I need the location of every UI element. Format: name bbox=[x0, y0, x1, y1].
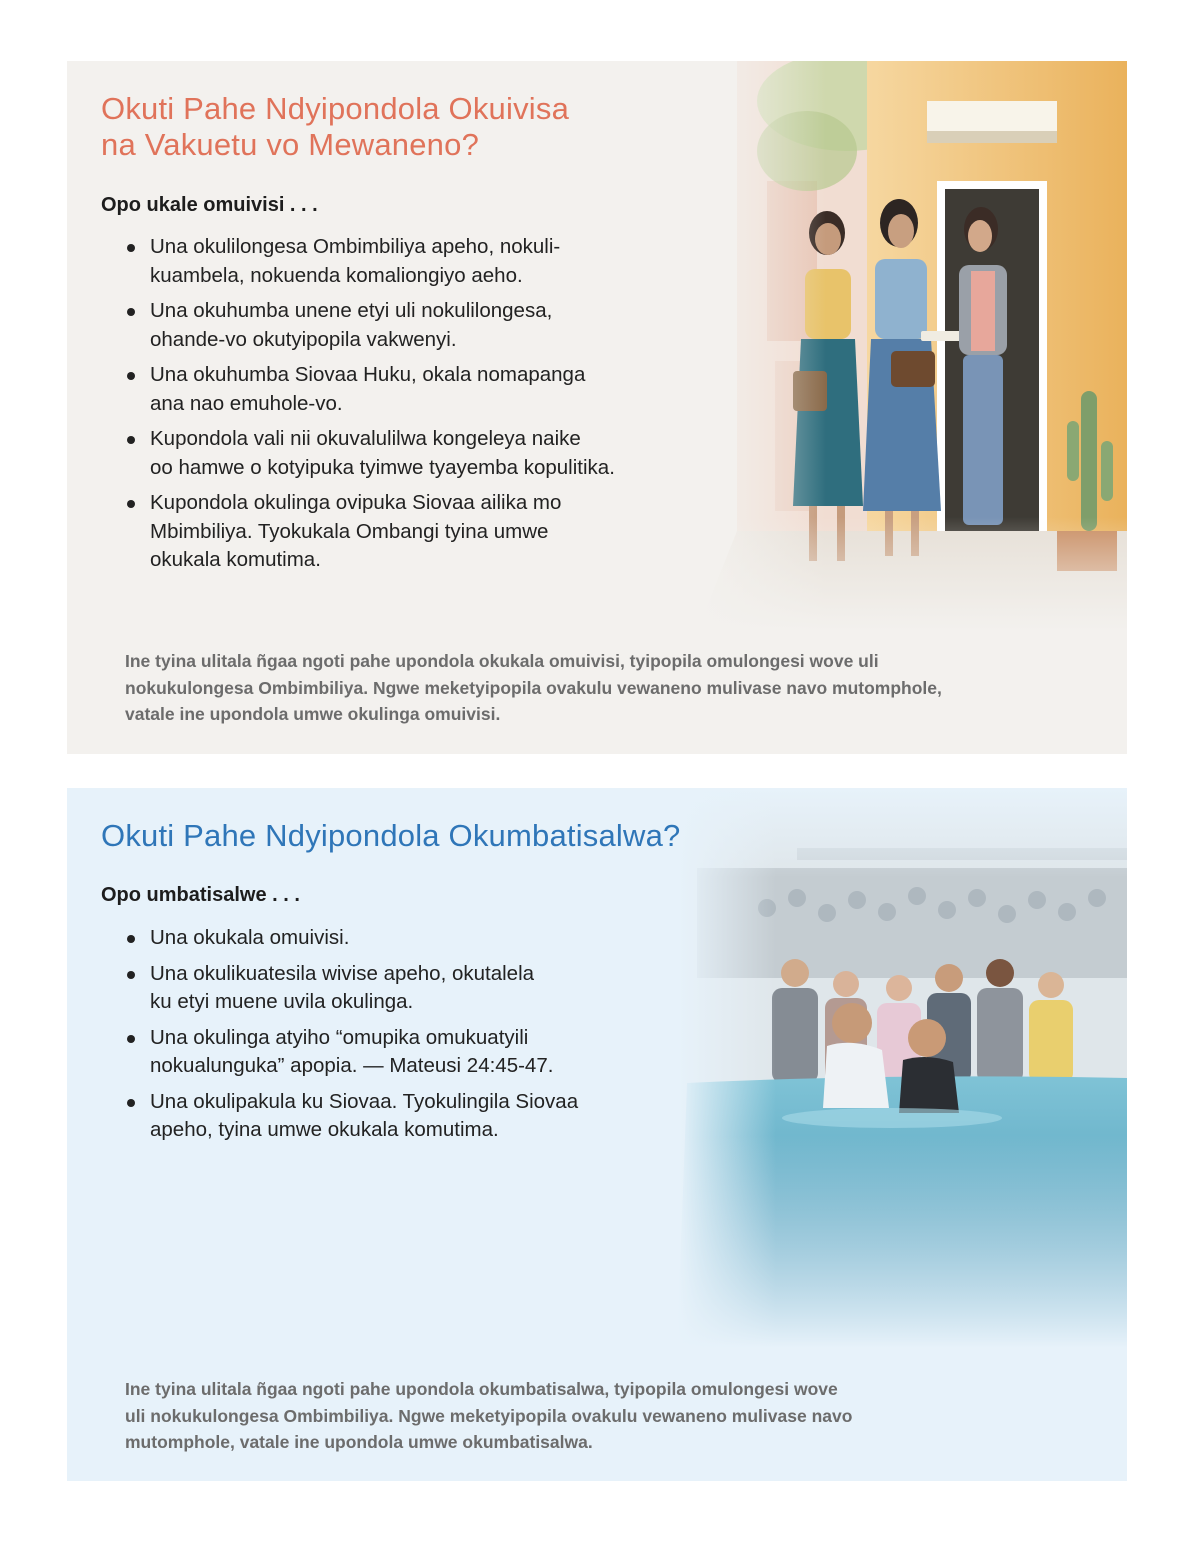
list-item-line: Kupondola okulinga ovipuka Siovaa ailika mo bbox=[150, 491, 562, 514]
note-line: uli nokukulongesa Ombimbiliya. Ngwe meketyipopila ovakulu vewaneno mulivase navo bbox=[125, 1405, 853, 1426]
list-item-line: Una okuhumba Siovaa Huku, okala nomapanga bbox=[150, 363, 586, 386]
list-item-line: Una okulipakula ku Siovaa. Tyokulingila Siovaa bbox=[150, 1089, 579, 1113]
list-item bbox=[125, 297, 685, 354]
list-item-line: Kupondola vali nii okuvalulilwa kongeleya naike bbox=[150, 427, 581, 450]
list-item-line: Una okulikuatesila wivise apeho, okutalela bbox=[150, 961, 535, 985]
title-line: na Vakuetu vo Mewaneno? bbox=[101, 127, 480, 162]
list-item-line: okukala komutima. bbox=[150, 548, 321, 571]
list-item bbox=[125, 425, 685, 482]
note-line: Ine tyina ulitala ñgaa ngoti pahe upondola okukala omuivisi, tyipopila omulongesi wove uli bbox=[125, 651, 879, 671]
list-item-line: kuambela, nokuenda komaliongiyo aeho. bbox=[150, 263, 523, 287]
note-line: mutomphole, vatale ine upondola umwe okumbatisalwa. bbox=[125, 1432, 593, 1452]
section-lead: Opo ukale omuivisi . . . bbox=[101, 194, 318, 216]
section-become-publisher bbox=[67, 61, 1127, 754]
note-line: nokukulongesa Ombimbiliya. Ngwe meketyipopila ovakulu vewaneno mulivase navo mutomphole, bbox=[125, 677, 942, 698]
title-line: Okuti Pahe Ndyipondola Okumbatisalwa? bbox=[101, 818, 681, 853]
list-item-line: ohande-vo okutyipopila vakwenyi. bbox=[150, 327, 457, 351]
section-content bbox=[67, 788, 1127, 1481]
list-item-line: apeho, tyina umwe okukala komutima. bbox=[150, 1118, 499, 1141]
note-line: Ine tyina ulitala ñgaa ngoti pahe upondola okumbatisalwa, tyipopila omulongesi wove bbox=[125, 1379, 838, 1399]
list-item bbox=[125, 361, 685, 418]
list-item bbox=[125, 1088, 645, 1145]
list-item bbox=[125, 233, 685, 290]
section-note bbox=[125, 1376, 985, 1456]
section-title bbox=[101, 818, 801, 854]
list-item-line: Mbimbiliya. Tyokukala Ombangi tyina umwe bbox=[150, 519, 549, 543]
list-item-line: Una okulilongesa Ombimbiliya apeho, nokuli- bbox=[150, 235, 561, 258]
list-item bbox=[125, 960, 645, 1017]
note-line: vatale ine upondola umwe okulinga omuivisi. bbox=[125, 704, 501, 724]
list-item-line: nokualunguka” apopia. — Mateusi 24:45-47. bbox=[150, 1054, 554, 1077]
list-item-line: oo hamwe o kotyipuka tyimwe tyayemba kopulitika. bbox=[150, 455, 615, 479]
list-item-line: ana nao emuhole-vo. bbox=[150, 391, 343, 415]
list-item bbox=[125, 489, 685, 575]
list-item bbox=[125, 1024, 645, 1081]
title-line: Okuti Pahe Ndyipondola Okuivisa bbox=[101, 91, 570, 126]
list-item-line: Una okulinga atyiho “omupika omukuatyili bbox=[150, 1025, 529, 1049]
section-lead: Opo umbatisalwe . . . bbox=[101, 884, 300, 906]
list-item-line: Una okukala omuivisi. bbox=[150, 926, 350, 949]
list-item-line: ku etyi muene uvila okulinga. bbox=[150, 990, 414, 1013]
list-item-line: Una okuhumba unene etyi uli nokulilongesa, bbox=[150, 299, 553, 322]
section-note bbox=[125, 648, 1085, 728]
list-item bbox=[125, 924, 645, 953]
requirements-list bbox=[125, 233, 685, 582]
section-title bbox=[101, 91, 661, 163]
requirements-list bbox=[125, 924, 645, 1152]
section-baptism bbox=[67, 788, 1127, 1481]
section-content bbox=[67, 61, 1127, 754]
